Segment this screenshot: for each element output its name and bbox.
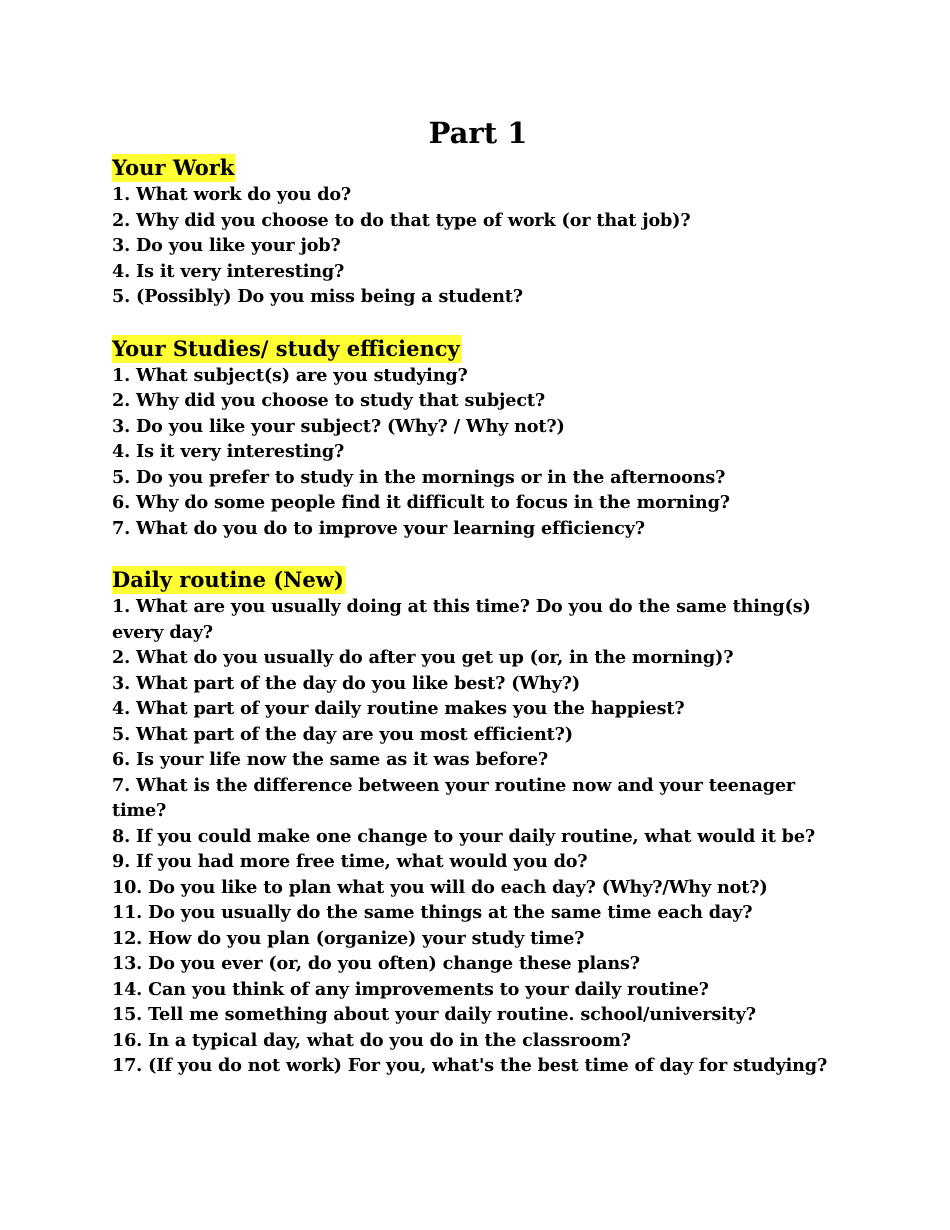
question-item: 13. Do you ever (or, do you often) change these plans?: [112, 953, 640, 974]
question-item: 10. Do you like to plan what you will do each day? (Why?/Why not?): [112, 876, 768, 898]
question-item: 5. (Possibly) Do you miss being a student?: [112, 286, 523, 307]
question-item: 9. If you had more free time, what would you do?: [112, 851, 588, 872]
question-item: 15. Tell me something about your daily routine. school/university?: [112, 1004, 756, 1025]
question-item: 1. What are you usually doing at this time? Do you do the same thing(s) every day?: [112, 596, 811, 643]
question-item: 4. Is it very interesting?: [112, 260, 345, 282]
question-item: 11. Do you usually do the same things at the same time each day?: [112, 902, 753, 923]
document-page: [112, 112, 842, 1079]
question-item: 4. Is it very interesting?: [112, 441, 345, 462]
question-item: 14. Can you think of any improvements to your daily routine?: [112, 978, 709, 1000]
question-item: 4. What part of your daily routine makes you the happiest?: [112, 698, 685, 719]
question-list: [112, 182, 842, 310]
section-heading: Your Work: [112, 155, 235, 180]
question-item: 17. (If you do not work) For you, what's the best time of day for studying?: [112, 1055, 828, 1076]
question-item: 8. If you could make one change to your daily routine, what would it be?: [112, 825, 816, 847]
question-item: 2. What do you usually do after you get up (or, in the morning)?: [112, 647, 734, 668]
section-your-work: [112, 154, 842, 310]
question-item: 3. Do you like your job?: [112, 235, 341, 256]
question-item: 2. Why did you choose to do that type of work (or that job)?: [112, 209, 691, 231]
question-item: 2. Why did you choose to study that subject?: [112, 390, 546, 411]
question-item: 7. What do you do to improve your learning efficiency?: [112, 517, 645, 539]
question-list: [112, 363, 842, 542]
question-item: 16. In a typical day, what do you do in the classroom?: [112, 1029, 631, 1051]
question-item: 6. Why do some people find it difficult to focus in the morning?: [112, 492, 730, 513]
question-item: 7. What is the difference between your routine now and your teenager time?: [112, 774, 796, 821]
question-item: 3. What part of the day do you like best? (Why?): [112, 672, 581, 694]
question-list: [112, 594, 842, 1079]
question-item: 12. How do you plan (organize) your study time?: [112, 927, 585, 949]
section-heading: Your Studies/ study efficiency: [112, 335, 460, 361]
section-daily-routine: [112, 566, 842, 1079]
section-your-studies: [112, 335, 842, 542]
question-item: 5. What part of the day are you most efficient?): [112, 723, 573, 745]
question-item: 3. Do you like your subject? (Why? / Why not?): [112, 415, 565, 437]
question-item: 5. Do you prefer to study in the mornings or in the afternoons?: [112, 466, 726, 488]
question-item: 6. Is your life now the same as it was before?: [112, 749, 549, 770]
section-heading: Daily routine (New): [112, 567, 344, 592]
page-title: Part 1: [428, 116, 528, 150]
question-item: 1. What subject(s) are you studying?: [112, 364, 468, 386]
question-item: 1. What work do you do?: [112, 184, 352, 205]
